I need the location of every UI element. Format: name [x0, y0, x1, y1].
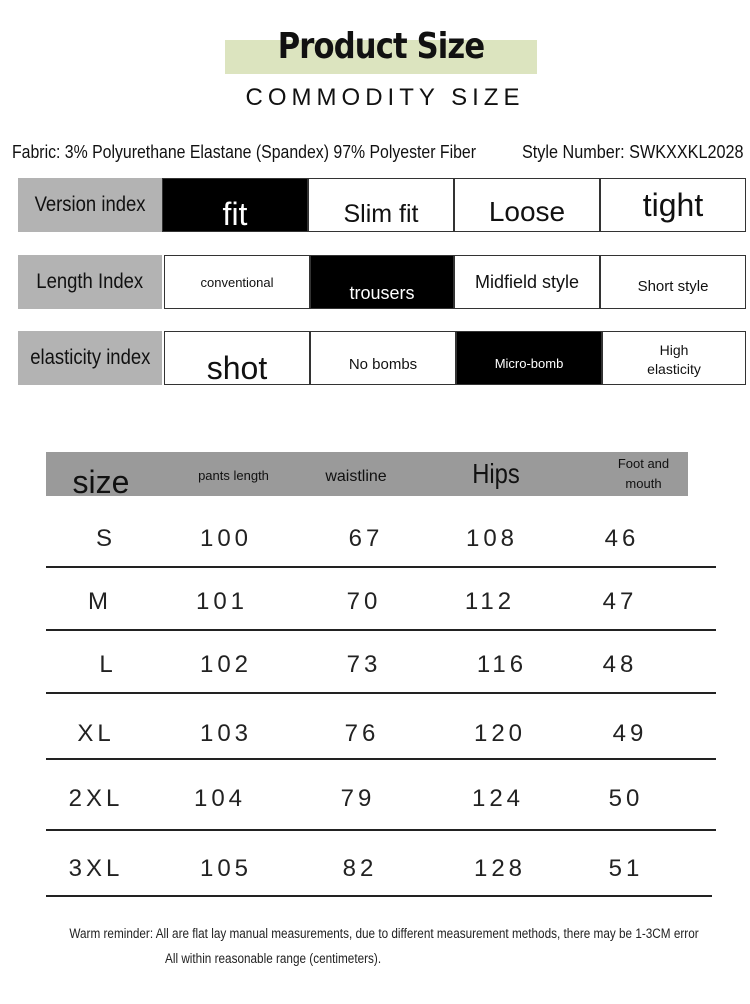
cell-waistline: 70	[346, 588, 382, 615]
elasticity-option-shot: shot	[164, 331, 310, 385]
cell-foot-and-mouth: 47	[602, 588, 638, 615]
reasonable-range-note: All within reasonable range (centimeters).	[165, 951, 382, 966]
row-divider	[46, 758, 716, 760]
cell-pants-length: 102	[199, 651, 253, 678]
cell-foot-and-mouth: 46	[604, 525, 640, 552]
cell-hips: 112	[464, 588, 516, 615]
elasticity-option-no-bombs: No bombs	[310, 331, 456, 385]
row-divider	[46, 829, 716, 831]
cell-hips: 120	[473, 720, 527, 747]
cell-pants-length: 101	[195, 588, 249, 615]
length-index-label: Length Index	[18, 255, 162, 309]
cell-hips: 116	[476, 651, 528, 678]
cell-size: XL	[77, 720, 115, 747]
cell-pants-length: 103	[199, 720, 253, 747]
cell-waistline: 73	[346, 651, 382, 678]
cell-hips: 108	[465, 525, 519, 552]
cell-waistline: 67	[348, 525, 384, 552]
length-option-conventional: conventional	[164, 255, 310, 309]
header-size: size	[72, 463, 130, 500]
cell-pants-length: 100	[199, 525, 253, 552]
cell-foot-and-mouth: 49	[612, 720, 648, 747]
header-pants-length: pants length	[198, 467, 269, 483]
page-title: Product Size	[277, 26, 485, 67]
row-divider	[46, 692, 716, 694]
cell-foot-and-mouth: 51	[608, 855, 644, 882]
version-index-row	[18, 178, 746, 232]
elasticity-option-micro-bomb: Micro-bomb	[456, 331, 602, 385]
cell-size: S	[95, 525, 116, 552]
length-option-short-style: Short style	[600, 255, 746, 309]
header-hips: Hips	[472, 458, 520, 489]
version-index-label: Version index	[18, 178, 162, 232]
elasticity-option-high-elasticity: High elasticity	[602, 331, 746, 385]
row-divider	[46, 629, 716, 631]
cell-hips: 128	[473, 855, 527, 882]
cell-pants-length: 104	[193, 785, 247, 812]
cell-size: M	[88, 588, 112, 615]
fabric-info: Fabric: 3% Polyurethane Elastane (Spandex) 97% Polyester Fiber	[12, 142, 477, 162]
cell-pants-length: 105	[199, 855, 253, 882]
row-divider	[46, 895, 712, 897]
version-option-loose: Loose	[454, 178, 600, 232]
cell-waistline: 79	[340, 785, 376, 812]
cell-foot-and-mouth: 50	[608, 785, 644, 812]
style-number: Style Number: SWKXXKL2028	[522, 142, 744, 162]
row-divider	[46, 566, 716, 568]
cell-size: L	[99, 651, 117, 678]
length-index-row	[18, 255, 746, 309]
version-option-fit: fit	[162, 178, 308, 232]
length-option-midfield-style: Midfield style	[454, 255, 600, 309]
cell-waistline: 76	[344, 720, 380, 747]
cell-hips: 124	[471, 785, 525, 812]
header-waistline: waistline	[325, 468, 387, 485]
cell-size: 2XL	[68, 785, 124, 812]
cell-size: 3XL	[68, 855, 124, 882]
cell-foot-and-mouth: 48	[602, 651, 638, 678]
version-option-tight: tight	[600, 178, 746, 232]
elasticity-index-row	[18, 331, 746, 385]
cell-waistline: 82	[342, 855, 378, 882]
page-subtitle: COMMODITY SIZE	[245, 84, 525, 111]
size-table-header	[46, 452, 688, 500]
elasticity-index-label: elasticity index	[18, 331, 162, 385]
header-foot-and-mouth: Foot and mouth	[617, 456, 670, 491]
length-option-trousers: trousers	[310, 255, 454, 309]
warm-reminder: Warm reminder: All are flat lay manual measurements, due to different measurement methods, there may be 1-3CM error	[69, 926, 699, 941]
version-option-slim-fit: Slim fit	[308, 178, 454, 232]
